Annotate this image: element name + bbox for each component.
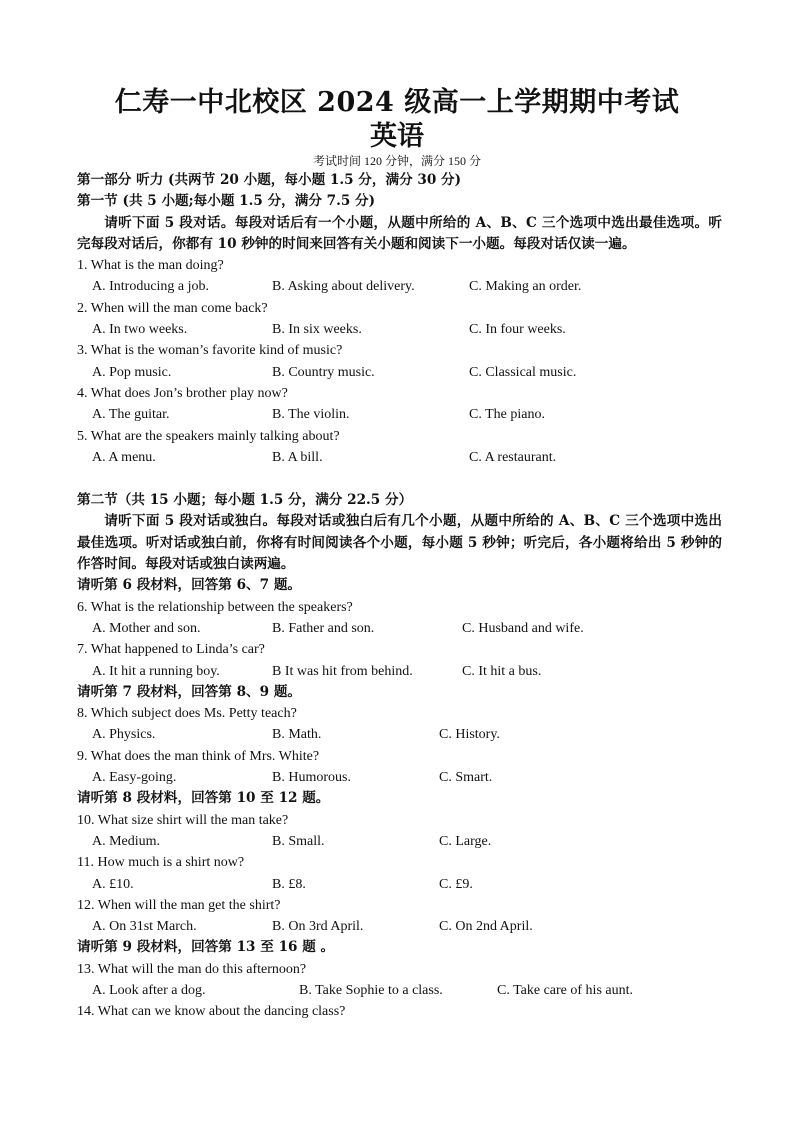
option-c: C. Classical music. (469, 364, 577, 380)
option-c: C. Large. (439, 833, 492, 849)
section1-heading: 第一节 (共 5 小题;每小题 1.5 分，满分 7.5 分) (77, 193, 376, 210)
option-b: B. The violin. (272, 407, 350, 423)
option-b: B. In six weeks. (272, 322, 362, 338)
option-a: A. £10. (92, 876, 134, 892)
section-gap (77, 468, 722, 490)
option-b: B. £8. (272, 876, 306, 892)
option-a: A. Look after a dog. (92, 982, 206, 998)
option-c: C. Making an order. (469, 279, 582, 295)
options-4 (77, 404, 722, 425)
option-c: C. In four weeks. (469, 322, 566, 338)
section2-instructions: 请听下面 5 段对话或独白。每段对话或独白后有几个小题，从题中所给的 A、B、C 三个选项中选出最佳选项。听对话或独白前，你将有时间阅读各个小题，每小题 5 秒钟；听完后，各小题将给出 5 秒钟的作答时间。每段对话或独白读两遍。 (77, 513, 722, 573)
option-b: B. A bill. (272, 449, 323, 465)
exam-meta: 考试时间 120 分钟，满分 150 分 (312, 154, 481, 168)
option-b: B. Take Sophie to a class. (299, 982, 443, 998)
exam-title: 仁寿一中北校区 2024 级高一上学期期中考试 (114, 87, 680, 118)
option-b: B. Father and son. (272, 620, 375, 636)
question-2: 2. When will the man come back? (77, 300, 268, 316)
options-3 (77, 362, 722, 383)
exam-subject: 英语 (370, 121, 424, 152)
option-c: C. £9. (439, 876, 473, 892)
options-8 (77, 724, 722, 745)
option-b: B. Small. (272, 833, 325, 849)
options-1 (77, 276, 722, 297)
options-11 (77, 874, 722, 895)
option-a: A. Pop music. (92, 364, 172, 380)
part1-heading: 第一部分 听力 (共两节 20 小题，每小题 1.5 分，满分 30 分) (77, 172, 462, 188)
options-5 (77, 447, 722, 468)
question-4: 4. What does Jon’s brother play now? (77, 385, 288, 401)
options-9 (77, 767, 722, 788)
option-c: C. A restaurant. (469, 449, 557, 465)
material-8-heading: 请听第 8 段材料，回答第 10 至 12 题。 (77, 790, 330, 807)
question-7: 7. What happened to Linda’s car? (77, 642, 265, 658)
options-13 (77, 980, 722, 1001)
question-11: 11. How much is a shirt now? (77, 855, 245, 871)
question-14: 14. What can we know about the dancing class? (77, 1004, 346, 1020)
option-a: A. A menu. (92, 449, 156, 465)
material-6-heading: 请听第 6 段材料，回答第 6、7 题。 (77, 577, 302, 594)
option-c: C. Take care of his aunt. (497, 982, 633, 998)
option-a: A. Medium. (92, 833, 161, 849)
question-6: 6. What is the relationship between the speakers? (77, 599, 353, 615)
options-7 (77, 661, 722, 682)
option-a: A. In two weeks. (92, 322, 188, 338)
option-a: A. The guitar. (92, 407, 170, 423)
exam-content (77, 170, 722, 1023)
material-9-heading: 请听第 9 段材料，回答第 13 至 16 题 。 (77, 939, 335, 956)
option-a: A. Physics. (92, 727, 156, 743)
option-c: C. Husband and wife. (462, 620, 584, 636)
option-c: C. It hit a bus. (462, 663, 542, 679)
option-b: B. Humorous. (272, 770, 351, 786)
options-2 (77, 319, 722, 340)
option-c: C. The piano. (469, 407, 545, 423)
option-b: B It was hit from behind. (272, 663, 413, 679)
option-b: B. On 3rd April. (272, 919, 364, 935)
section2-heading: 第二节（共 15 小题；每小题 1.5 分，满分 22.5 分） (77, 492, 413, 509)
section1-instructions: 请听下面 5 段对话。每段对话后有一个小题，从题中所给的 A、B、C 三个选项中选出最佳选项。听完每段对话后，你都有 10 秒钟的时间来回答有关小题和阅读下一小题。每段对话仅读一遍。 (77, 214, 722, 252)
question-10: 10. What size shirt will the man take? (77, 812, 289, 828)
option-b: B. Math. (272, 727, 322, 743)
options-6 (77, 618, 722, 639)
question-3: 3. What is the woman’s favorite kind of music? (77, 343, 343, 359)
option-b: B. Country music. (272, 364, 375, 380)
question-9: 9. What does the man think of Mrs. White? (77, 748, 320, 764)
options-10 (77, 831, 722, 852)
option-a: A. It hit a running boy. (92, 663, 220, 679)
question-8: 8. Which subject does Ms. Petty teach? (77, 706, 297, 722)
question-13: 13. What will the man do this afternoon? (77, 961, 307, 977)
question-5: 5. What are the speakers mainly talking about? (77, 428, 340, 444)
option-c: C. On 2nd April. (439, 919, 533, 935)
option-b: B. Asking about delivery. (272, 279, 415, 295)
option-a: A. Easy-going. (92, 770, 177, 786)
option-c: C. History. (439, 727, 500, 743)
option-a: A. Mother and son. (92, 620, 201, 636)
option-a: A. On 31st March. (92, 919, 197, 935)
option-a: A. Introducing a job. (92, 279, 210, 295)
question-12: 12. When will the man get the shirt? (77, 897, 281, 913)
option-c: C. Smart. (439, 770, 493, 786)
options-12 (77, 916, 722, 937)
question-1: 1. What is the man doing? (77, 258, 224, 274)
material-7-heading: 请听第 7 段材料，回答第 8、9 题。 (77, 683, 302, 700)
